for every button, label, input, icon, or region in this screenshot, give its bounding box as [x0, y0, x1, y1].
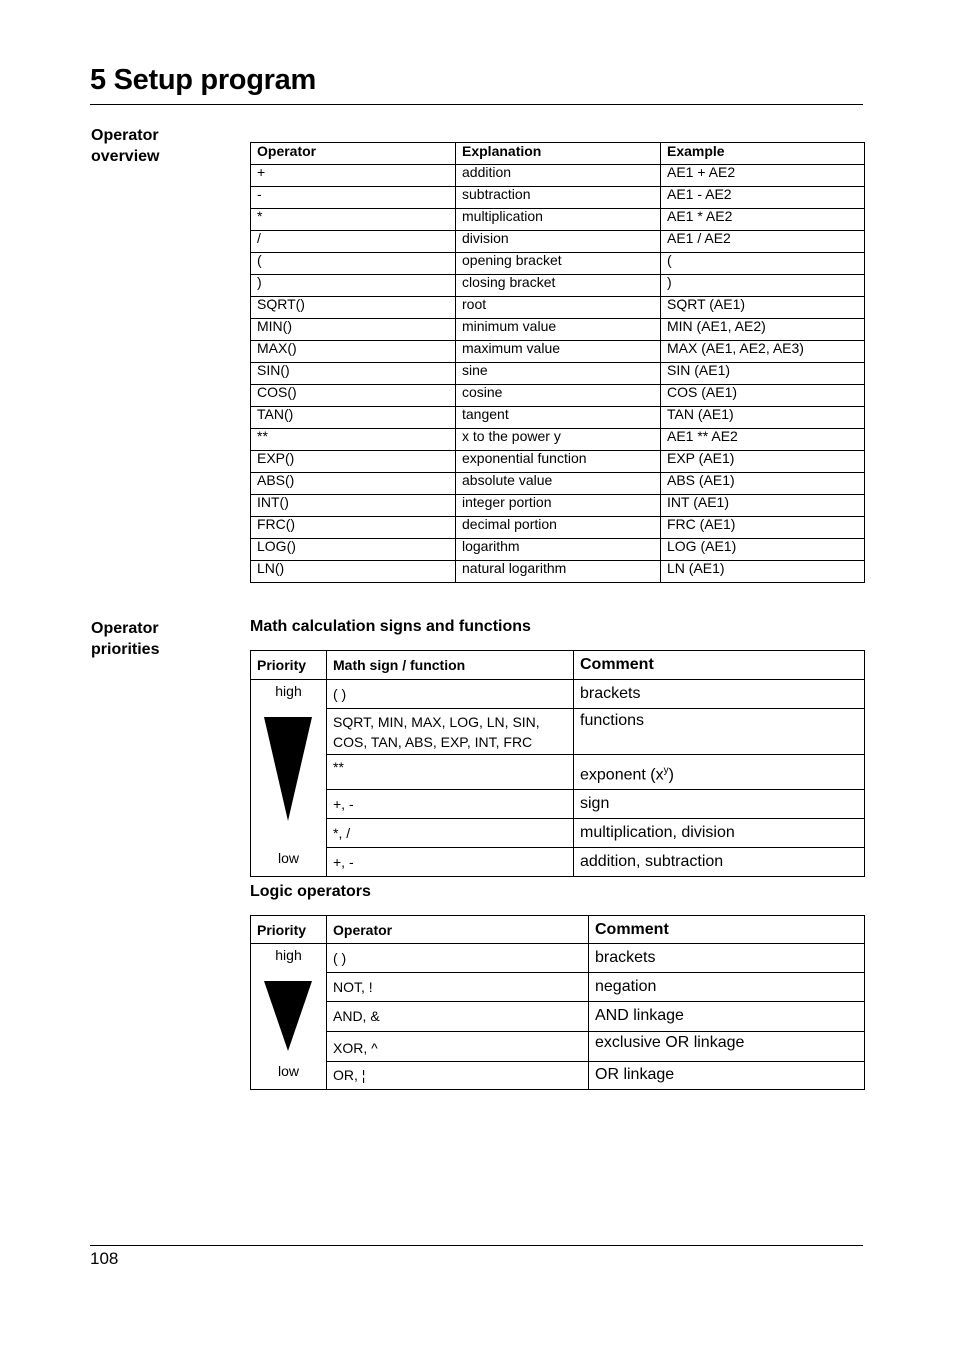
- table-row: [251, 944, 865, 973]
- example-cell: EXP (AE1): [661, 451, 865, 473]
- math-sign-cell: +, -: [327, 789, 574, 818]
- math-sign-cell: +, -: [327, 847, 574, 876]
- table-row: [251, 165, 865, 187]
- table-row: [251, 187, 865, 209]
- comment-cell: multiplication, division: [574, 818, 865, 847]
- example-cell: AE1 * AE2: [661, 209, 865, 231]
- table-row: [251, 297, 865, 319]
- table-row: [251, 709, 865, 755]
- explanation-cell: natural logarithm: [456, 561, 661, 583]
- operator-overview-heading-line2: overview: [91, 148, 160, 165]
- math-sign-cell: SQRT, MIN, MAX, LOG, LN, SIN, COS, TAN, ABS, EXP, INT, FRC: [327, 709, 574, 755]
- table-row: [251, 973, 865, 1002]
- column-header-comment: Comment: [589, 916, 865, 944]
- explanation-cell: tangent: [456, 407, 661, 429]
- operator-cell: +: [251, 165, 456, 187]
- example-cell: COS (AE1): [661, 385, 865, 407]
- comment-cell: addition, subtraction: [574, 847, 865, 876]
- operator-cell: FRC(): [251, 517, 456, 539]
- operator-cell: (: [251, 253, 456, 275]
- table-row: [251, 407, 865, 429]
- operator-cell: NOT, !: [327, 973, 589, 1002]
- table-row: [251, 755, 865, 789]
- logic-priority-table: [250, 915, 865, 1090]
- exponent-superscript: y: [663, 765, 669, 777]
- page-title: 5 Setup program: [90, 64, 316, 96]
- example-cell: MAX (AE1, AE2, AE3): [661, 341, 865, 363]
- table-row: [251, 231, 865, 253]
- table-row: [251, 680, 865, 709]
- priority-high-label: high: [275, 683, 302, 699]
- operator-cell: -: [251, 187, 456, 209]
- operator-cell: XOR, ^: [327, 1031, 589, 1061]
- operator-priorities-heading: [91, 618, 231, 660]
- operator-priorities-heading-line2: priorities: [91, 641, 160, 658]
- table-row: [251, 473, 865, 495]
- explanation-cell: opening bracket: [456, 253, 661, 275]
- explanation-cell: division: [456, 231, 661, 253]
- priority-high-label: high: [275, 947, 302, 963]
- comment-text-end: ): [668, 766, 674, 784]
- example-cell: TAN (AE1): [661, 407, 865, 429]
- comment-cell: brackets: [574, 680, 865, 709]
- table-row: [251, 818, 865, 847]
- table-row: [251, 789, 865, 818]
- math-sign-cell: **: [327, 755, 574, 789]
- comment-cell: [574, 755, 865, 789]
- explanation-cell: closing bracket: [456, 275, 661, 297]
- table-row: [251, 847, 865, 876]
- operator-cell: ): [251, 275, 456, 297]
- priority-indicator: [251, 944, 327, 1090]
- table-row: [251, 341, 865, 363]
- logic-operators-title: Logic operators: [250, 883, 371, 900]
- explanation-cell: maximum value: [456, 341, 661, 363]
- table-row: [251, 539, 865, 561]
- math-sign-cell: ( ): [327, 680, 574, 709]
- table-row: [251, 429, 865, 451]
- operator-cell: /: [251, 231, 456, 253]
- column-header-operator: Operator: [327, 916, 589, 944]
- table-row: [251, 209, 865, 231]
- example-cell: AE1 + AE2: [661, 165, 865, 187]
- comment-cell: functions: [574, 709, 865, 755]
- example-cell: INT (AE1): [661, 495, 865, 517]
- explanation-cell: exponential function: [456, 451, 661, 473]
- operator-cell: TAN(): [251, 407, 456, 429]
- explanation-cell: logarithm: [456, 539, 661, 561]
- example-cell: MIN (AE1, AE2): [661, 319, 865, 341]
- table-header-row: [251, 143, 865, 165]
- comment-cell: brackets: [589, 944, 865, 973]
- footer-divider: [90, 1245, 863, 1246]
- table-row: [251, 561, 865, 583]
- example-cell: FRC (AE1): [661, 517, 865, 539]
- explanation-cell: addition: [456, 165, 661, 187]
- example-cell: AE1 / AE2: [661, 231, 865, 253]
- column-header-math-sign: Math sign / function: [327, 651, 574, 680]
- math-signs-title: Math calculation signs and functions: [250, 618, 531, 635]
- table-row: [251, 253, 865, 275]
- table-row: [251, 385, 865, 407]
- explanation-cell: absolute value: [456, 473, 661, 495]
- operator-cell: **: [251, 429, 456, 451]
- operator-cell: COS(): [251, 385, 456, 407]
- comment-cell: AND linkage: [589, 1002, 865, 1031]
- operator-cell: LOG(): [251, 539, 456, 561]
- operator-cell: SQRT(): [251, 297, 456, 319]
- example-cell: ): [661, 275, 865, 297]
- table-row: [251, 517, 865, 539]
- operator-cell: MAX(): [251, 341, 456, 363]
- table-row: [251, 363, 865, 385]
- math-sign-cell: *, /: [327, 818, 574, 847]
- explanation-cell: integer portion: [456, 495, 661, 517]
- example-cell: (: [661, 253, 865, 275]
- operator-cell: AND, &: [327, 1002, 589, 1031]
- explanation-cell: decimal portion: [456, 517, 661, 539]
- explanation-cell: sine: [456, 363, 661, 385]
- table-header-row: [251, 916, 865, 944]
- comment-cell: OR linkage: [589, 1061, 865, 1089]
- explanation-cell: multiplication: [456, 209, 661, 231]
- operator-cell: ABS(): [251, 473, 456, 495]
- explanation-cell: cosine: [456, 385, 661, 407]
- example-cell: SQRT (AE1): [661, 297, 865, 319]
- explanation-cell: minimum value: [456, 319, 661, 341]
- column-header-priority: Priority: [251, 651, 327, 680]
- column-header-example: Example: [661, 143, 865, 165]
- comment-cell: sign: [574, 789, 865, 818]
- table-row: [251, 319, 865, 341]
- explanation-cell: root: [456, 297, 661, 319]
- table-row: [251, 1031, 865, 1061]
- operator-cell: OR, ¦: [327, 1061, 589, 1089]
- priority-arrow-icon: [264, 981, 314, 1053]
- table-row: [251, 451, 865, 473]
- column-header-comment: Comment: [574, 651, 865, 680]
- priority-indicator: [251, 680, 327, 877]
- priority-low-label: low: [277, 850, 299, 866]
- explanation-cell: subtraction: [456, 187, 661, 209]
- example-cell: ABS (AE1): [661, 473, 865, 495]
- table-header-row: [251, 651, 865, 680]
- operator-cell: *: [251, 209, 456, 231]
- operator-cell: LN(): [251, 561, 456, 583]
- math-priority-table: [250, 650, 865, 877]
- comment-text: exponent (x: [580, 766, 664, 784]
- table-row: [251, 1002, 865, 1031]
- operator-cell: ( ): [327, 944, 589, 973]
- comment-cell: exclusive OR linkage: [589, 1031, 865, 1061]
- column-header-explanation: Explanation: [456, 143, 661, 165]
- example-cell: AE1 - AE2: [661, 187, 865, 209]
- priority-arrow-icon: [264, 717, 314, 823]
- example-cell: AE1 ** AE2: [661, 429, 865, 451]
- header-divider: [90, 104, 863, 105]
- table-row: [251, 275, 865, 297]
- operator-overview-table: [250, 142, 865, 583]
- priority-low-label: low: [277, 1063, 299, 1079]
- comment-cell: negation: [589, 973, 865, 1002]
- column-header-priority: Priority: [251, 916, 327, 944]
- explanation-cell: x to the power y: [456, 429, 661, 451]
- operator-cell: MIN(): [251, 319, 456, 341]
- table-row: [251, 1061, 865, 1089]
- operator-cell: INT(): [251, 495, 456, 517]
- table-row: [251, 495, 865, 517]
- page-number: 108: [90, 1249, 119, 1268]
- example-cell: LOG (AE1): [661, 539, 865, 561]
- operator-overview-heading: [91, 125, 231, 167]
- operator-priorities-heading-line1: Operator: [91, 620, 159, 637]
- operator-cell: EXP(): [251, 451, 456, 473]
- example-cell: SIN (AE1): [661, 363, 865, 385]
- operator-overview-heading-line1: Operator: [91, 127, 159, 144]
- example-cell: LN (AE1): [661, 561, 865, 583]
- column-header-operator: Operator: [251, 143, 456, 165]
- operator-cell: SIN(): [251, 363, 456, 385]
